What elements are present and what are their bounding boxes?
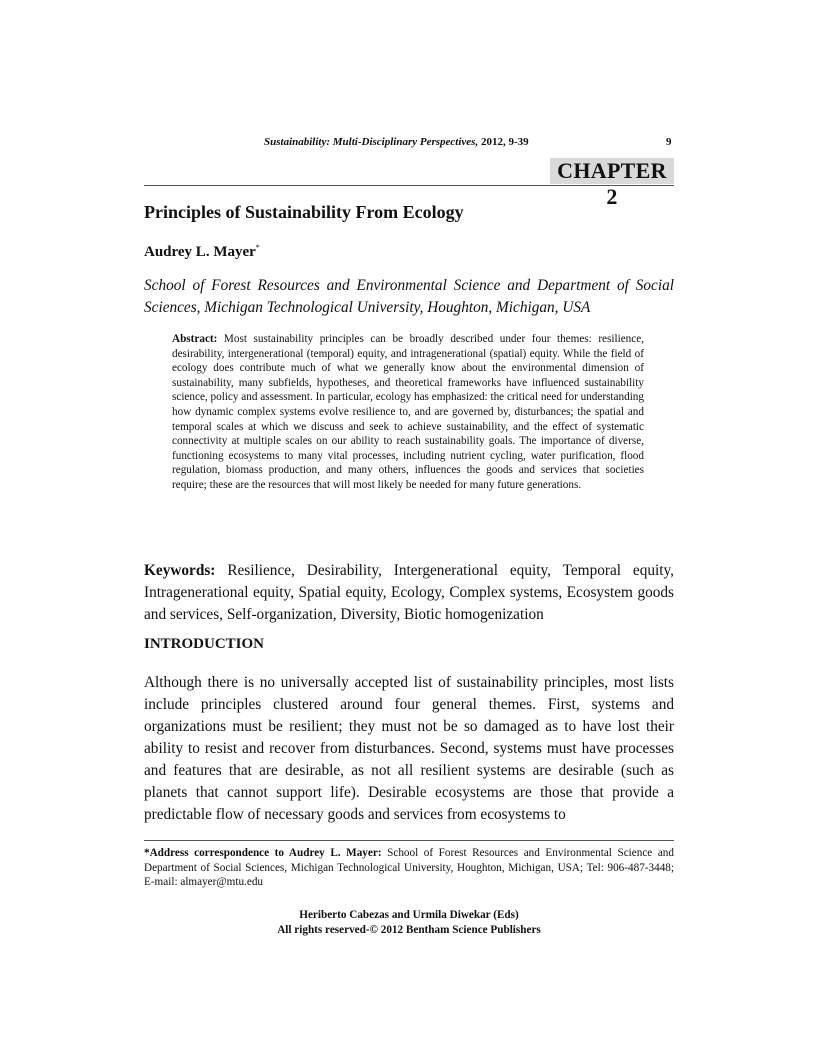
abstract	[172, 332, 644, 493]
abstract-text: Most sustainability principles can be broadly described under four themes: resilience, desirability, intergenerational (temporal) equity, and intragenerational (spatial) equity. While the field of ecology does contribute much of what we generally know about the environmental dimension of sustainability, many subfields, hypotheses, and theoretical frameworks have influenced sustainability science, policy and assessment. In particular, ecology has emphasized: the critical need for understanding how dynamic complex systems evolve resilience to, and are governed by, disturbances; the spatial and temporal scales at which we discuss and seek to achieve sustainability, and the effect of systematic connectivity at multiple scales on our ability to reach sustainability goals. The importance of diverse, functioning ecosystems to many vital processes, including nutrient cycling, water purification, flood regulation, biomass production, and many others, influences the goods and services that societies require; these are the resources that will most likely be needed for many future generations.	[172, 333, 644, 491]
keywords-label: Keywords:	[144, 562, 216, 579]
footnote-divider	[144, 840, 674, 841]
author-footnote-mark: *	[255, 243, 260, 252]
article-title: Principles of Sustainability From Ecology	[144, 202, 464, 222]
keywords	[144, 560, 674, 626]
author-name: Audrey L. Mayer	[144, 244, 256, 260]
introduction-paragraph: Although there is no universally accepted list of sustainability principles, most lists include principles clustered around four general themes. First, systems and organizations must be resilient; they must not be so damaged as to have lost their ability to resist and recover from disturbances. Second, systems must have processes and features that are desirable, as not all resilient systems are desirable (such as planets that cannot support life). Desirable ecosystems are those that provide a predictable flow of necessary goods and services from ecosystems to	[144, 674, 674, 823]
publisher-block	[144, 908, 674, 937]
section-heading-introduction: INTRODUCTION	[144, 636, 265, 652]
chapter-divider	[144, 185, 674, 186]
chapter-label: CHAPTER 2	[550, 158, 674, 184]
author-affiliation: School of Forest Resources and Environmental Science and Department of Social Sciences, Michigan Technological University, Houghton, Michigan, USA	[144, 277, 674, 316]
footnote-text: School of Forest Resources and Environmental Science and Department of Social Sciences, Michigan Technological University, Houghton, Michigan, USA; Tel: 906-487-3448; E-mail: almayer@mtu.edu	[144, 847, 674, 889]
journal-title: Sustainability: Multi-Disciplinary Perspectives,	[264, 136, 479, 148]
journal-details: 2012, 9-39	[478, 136, 529, 148]
page-number: 9	[666, 136, 672, 148]
abstract-label: Abstract:	[172, 333, 218, 345]
editors-line: Heriberto Cabezas and Urmila Diwekar (Eds)	[299, 909, 519, 921]
running-head	[264, 136, 684, 148]
footnote-label: *Address correspondence to Audrey L. Mayer:	[144, 847, 382, 859]
correspondence-footnote	[144, 846, 674, 890]
keywords-text: Resilience, Desirability, Intergenerational equity, Temporal equity, Intragenerational equity, Spatial equity, Ecology, Complex systems, Ecosystem goods and services, Self-organization, Diversity, Biotic homogenization	[144, 562, 674, 623]
author-line	[144, 243, 674, 261]
rights-line: All rights reserved-© 2012 Bentham Science Publishers	[277, 923, 541, 936]
